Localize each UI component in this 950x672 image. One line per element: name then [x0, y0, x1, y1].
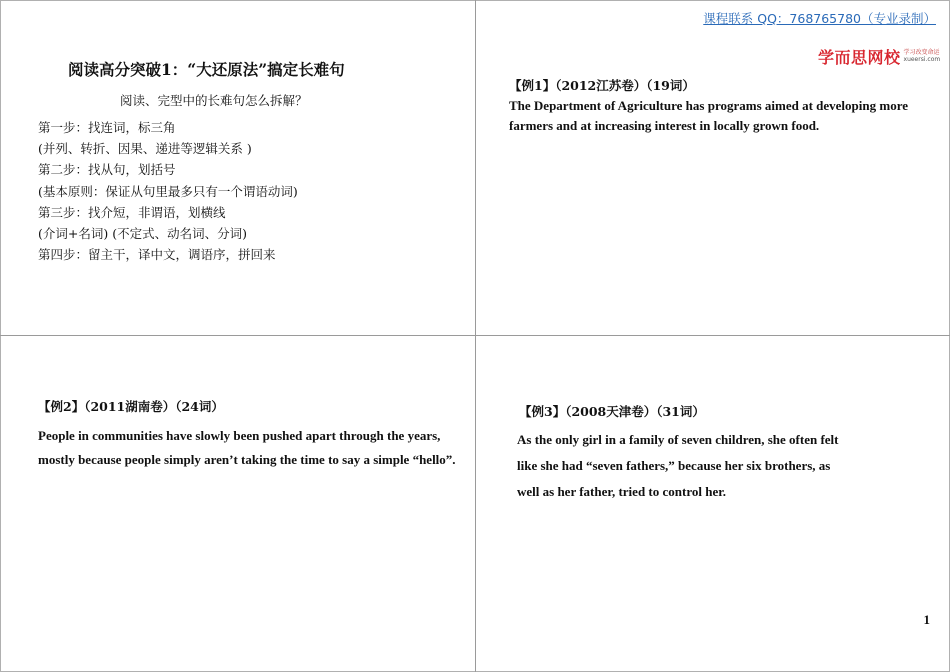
logo-tagline-cn: 学习改变命运 [903, 49, 940, 56]
vertical-divider [475, 0, 476, 672]
example1-label: 【例1】（2012江苏卷）（19词） [509, 78, 695, 93]
page-number: 1 [923, 612, 930, 627]
step-line: 第四步：留主干，译中文，调语序，拼回来 [38, 247, 276, 263]
slide1-title: 阅读高分突破1：“大还原法”搞定长难句 [68, 60, 345, 79]
logo-tagline-en: xueersi.com [903, 56, 941, 63]
step-line: 第三步：找介短，非谓语，划横线 [38, 204, 226, 220]
step-line: (介词+名词) (不定式、动名词、分词) [38, 226, 247, 242]
step-line: 第一步：找连词，标三角 [38, 120, 176, 135]
example2-label: 【例2】（2011湖南卷）（24词） [38, 399, 224, 414]
slide1-subtitle: 阅读、完型中的长难句怎么拆解？ [120, 93, 308, 108]
step-line: (并列、转折、因果、递进等逻辑关系 ) [38, 141, 252, 157]
example3-label: 【例3】（2008天津卷）（31词） [519, 404, 705, 419]
example3-sentence: As the only girl in a family of seven children, she often felt like she had “seven fathers,” because her six brothers, as well as her father, tried to control her. [517, 432, 839, 499]
xueersi-logo [818, 45, 940, 68]
example1-sentence: The Department of Agriculture has programs aimed at developing more farmers and at increasing interest in locally grown food. [509, 98, 908, 133]
course-contact-link[interactable]: 课程联系 QQ：768765780（专业录制） [703, 11, 936, 26]
step-line: 第二步：找从句，划括号 [38, 162, 176, 178]
example2-sentence: People in communities have slowly been pushed apart through the years, mostly because people simply aren’t taking the time to say a simple “hello”. [38, 428, 456, 467]
step-line: (基本原则：保证从句里最多只有一个谓语动词) [38, 183, 298, 199]
logo-tagline [904, 50, 941, 63]
steps-list [38, 117, 298, 265]
logo-name: 学而思网校 [818, 48, 901, 67]
horizontal-divider [0, 335, 950, 336]
